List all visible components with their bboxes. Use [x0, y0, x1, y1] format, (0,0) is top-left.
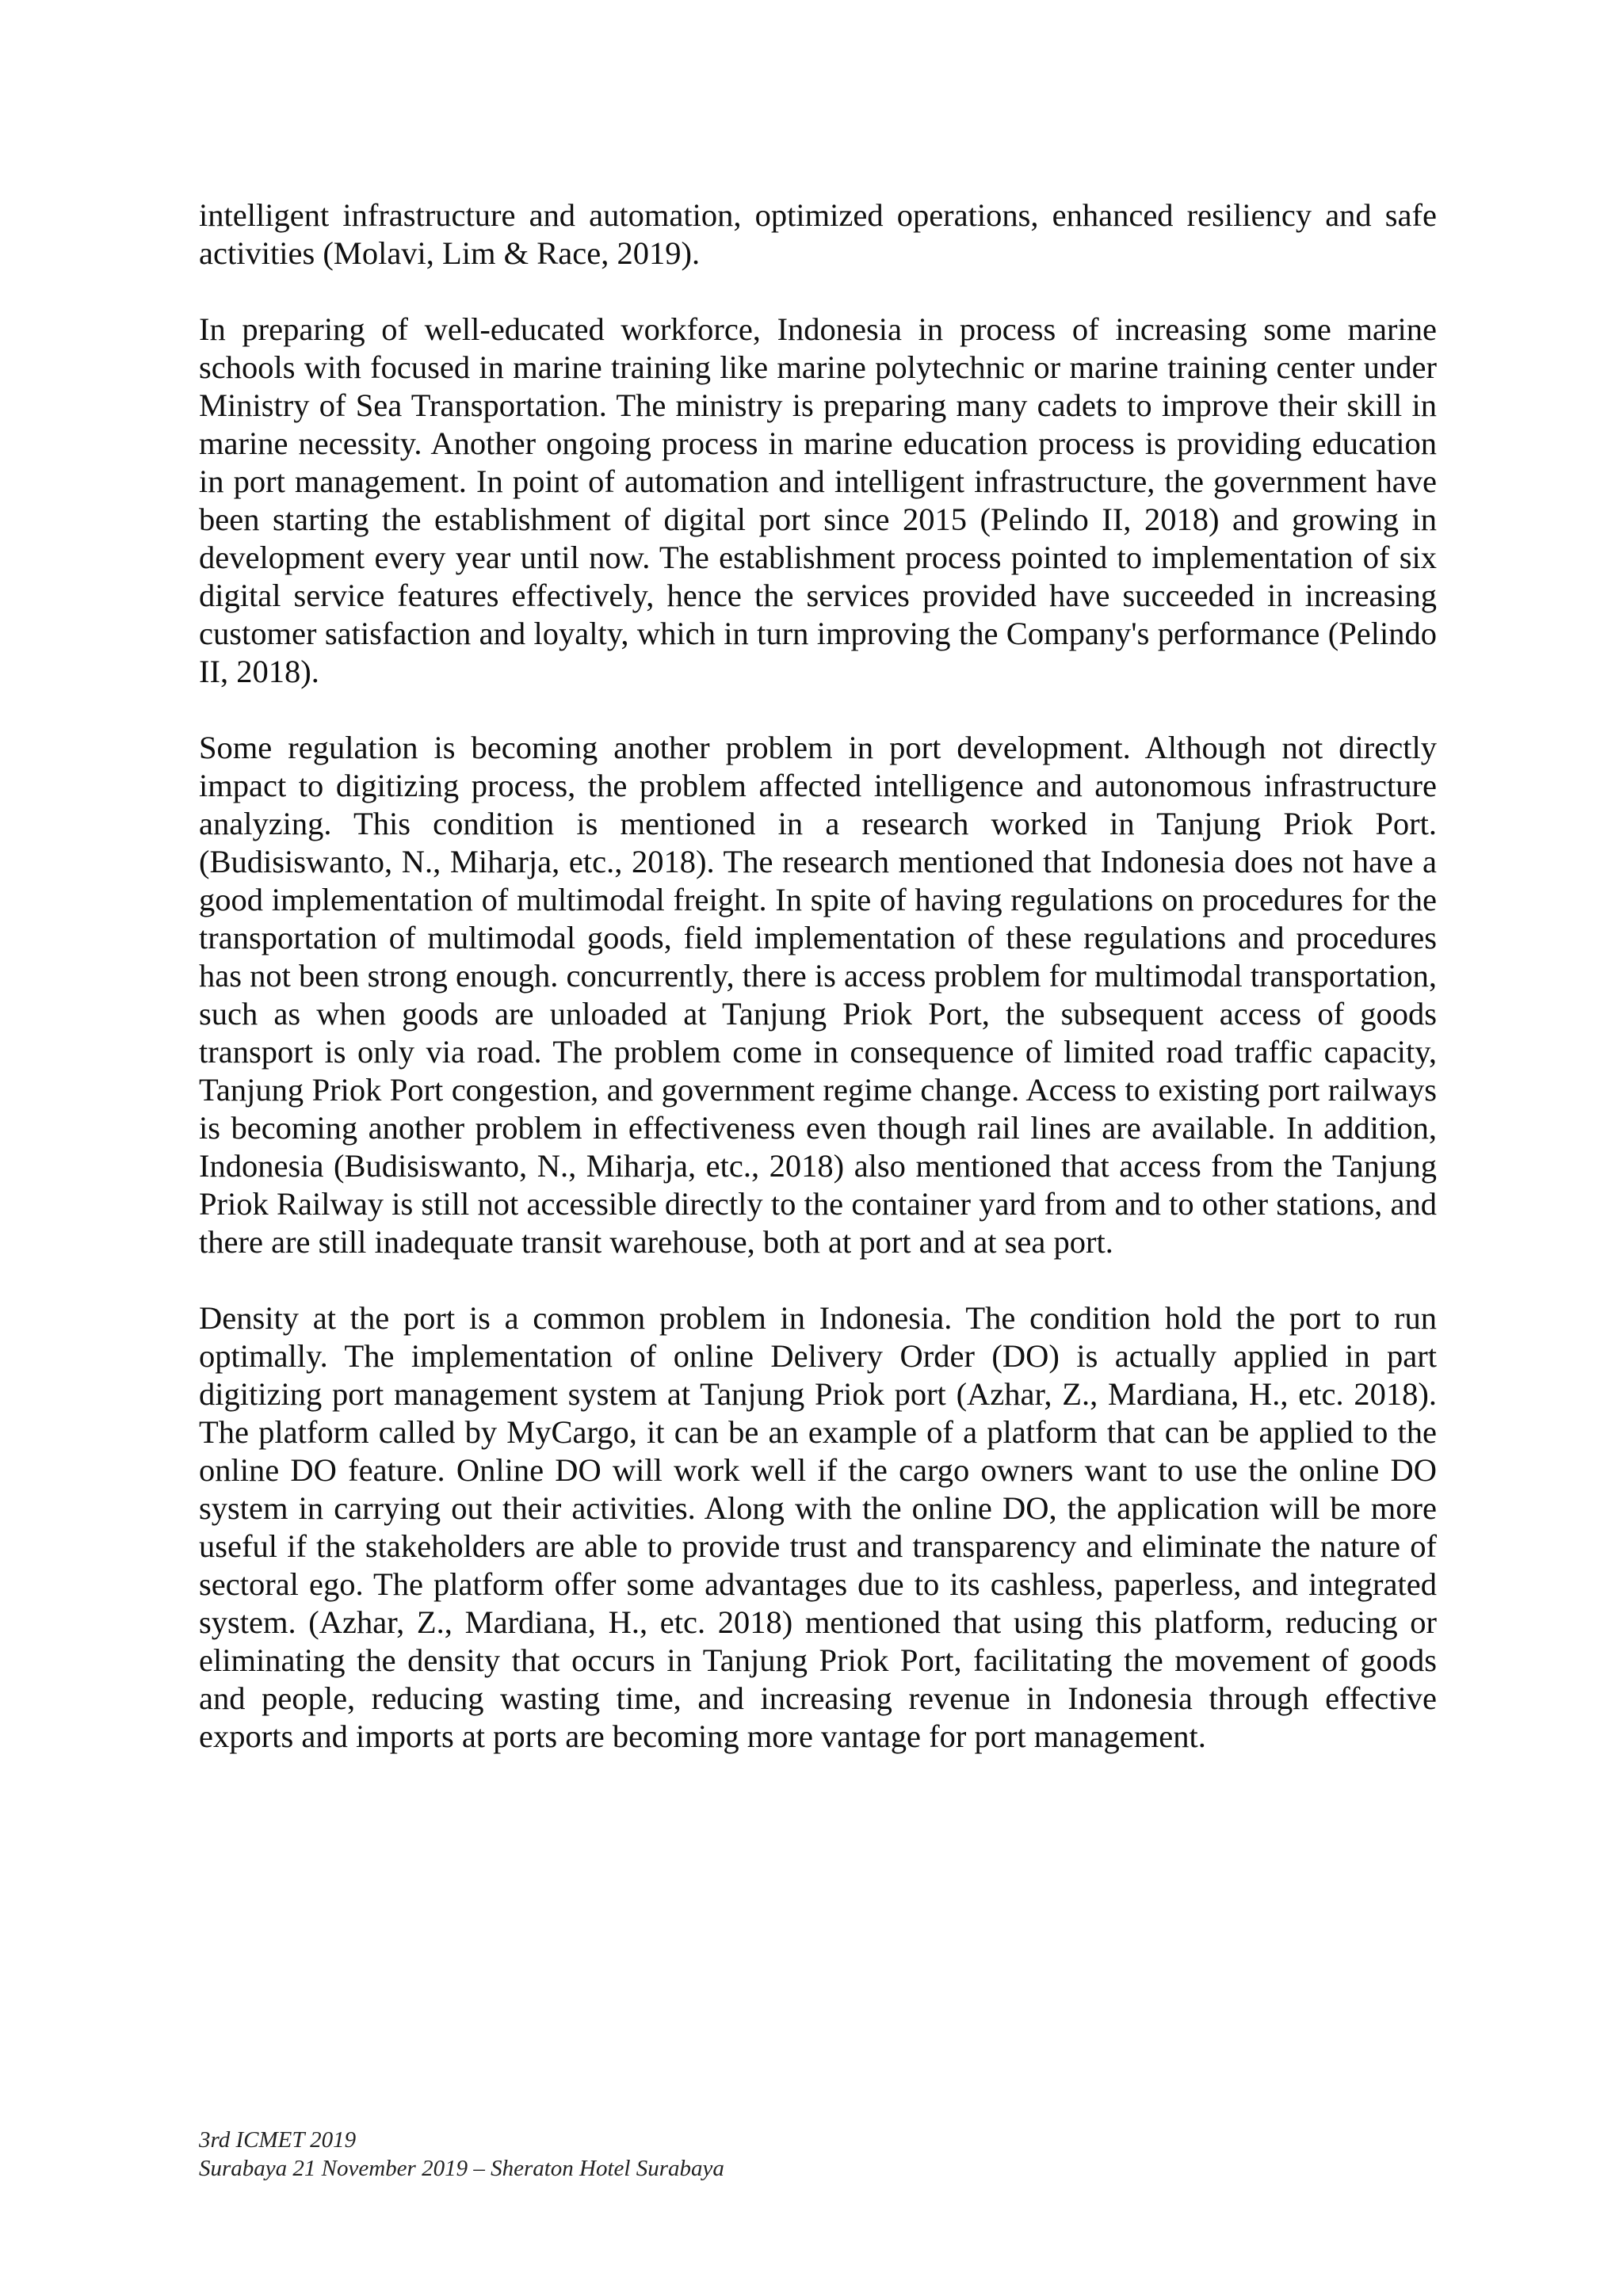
paragraph-4: Density at the port is a common problem in Indonesia. The condition hold the port to run optimally. The implementation of online Delivery Order (DO) is actually applied in part digitizing port management system at Tanjung Priok port (Azhar, Z., Mardiana, H., etc. 2018). The platform called by MyCargo, it can be an example of a platform that can be applied to the online DO feature. Online DO will work well if the cargo owners want to use the online DO system in carrying out their activities. Along with the online DO, the application will be more useful if the stakeholders are able to provide trust and transparency and eliminate the nature of sectoral ego. The platform offer some advantages due to its cashless, paperless, and integrated system. (Azhar, Z., Mardiana, H., etc. 2018) mentioned that using this platform, reducing or eliminating the density that occurs in Tanjung Priok Port, facilitating the movement of goods and people, reducing wasting time, and increasing revenue in Indonesia through effective exports and imports at ports are becoming more vantage for port management. — [199, 1300, 1437, 1754]
paragraph-1: intelligent infrastructure and automation, optimized operations, enhanced resiliency and safe activities (Molavi, Lim & Race, 2019). — [199, 197, 1437, 271]
paragraph-2: In preparing of well-educated workforce, Indonesia in process of increasing some marine schools with focused in marine training like marine polytechnic or marine training center under Ministry of Sea Transportation. The ministry is preparing many cadets to improve their skill in marine necessity. Another ongoing process in marine education process is providing education in port management. In point of automation and intelligent infrastructure, the government have been starting the establishment of digital port since 2015 (Pelindo II, 2018) and growing in development every year until now. The establishment process pointed to implementation of six digital service features effectively, hence the services provided have succeeded in increasing customer satisfaction and loyalty, which in turn improving the Company's performance (Pelindo II, 2018). — [199, 311, 1437, 689]
footer-venue: Surabaya 21 November 2019 – Sheraton Hotel Surabaya — [199, 2156, 724, 2181]
body-text — [199, 196, 1437, 1794]
paragraph-3: Some regulation is becoming another problem in port development. Although not directly impact to digitizing process, the problem affected intelligence and autonomous infrastructure analyzing. This condition is mentioned in a research worked in Tanjung Priok Port. (Budisiswanto, N., Miharja, etc., 2018). The research mentioned that Indonesia does not have a good implementation of multimodal freight. In spite of having regulations on procedures for the transportation of multimodal goods, field implementation of these regulations and procedures has not been strong enough. concurrently, there is access problem for multimodal transportation, such as when goods are unloaded at Tanjung Priok Port, the subsequent access of goods transport is only via road. The problem come in consequence of limited road traffic capacity, Tanjung Priok Port congestion, and government regime change. Access to existing port railways is becoming another problem in effectiveness even though rail lines are available. In addition, Indonesia (Budisiswanto, N., Miharja, etc., 2018) also mentioned that access from the Tanjung Priok Railway is still not accessible directly to the container yard from and to other stations, and there are still inadequate transit warehouse, both at port and at sea port. — [199, 730, 1437, 1260]
page-footer — [199, 2126, 1437, 2183]
footer-conference: 3rd ICMET 2019 — [199, 2127, 357, 2153]
